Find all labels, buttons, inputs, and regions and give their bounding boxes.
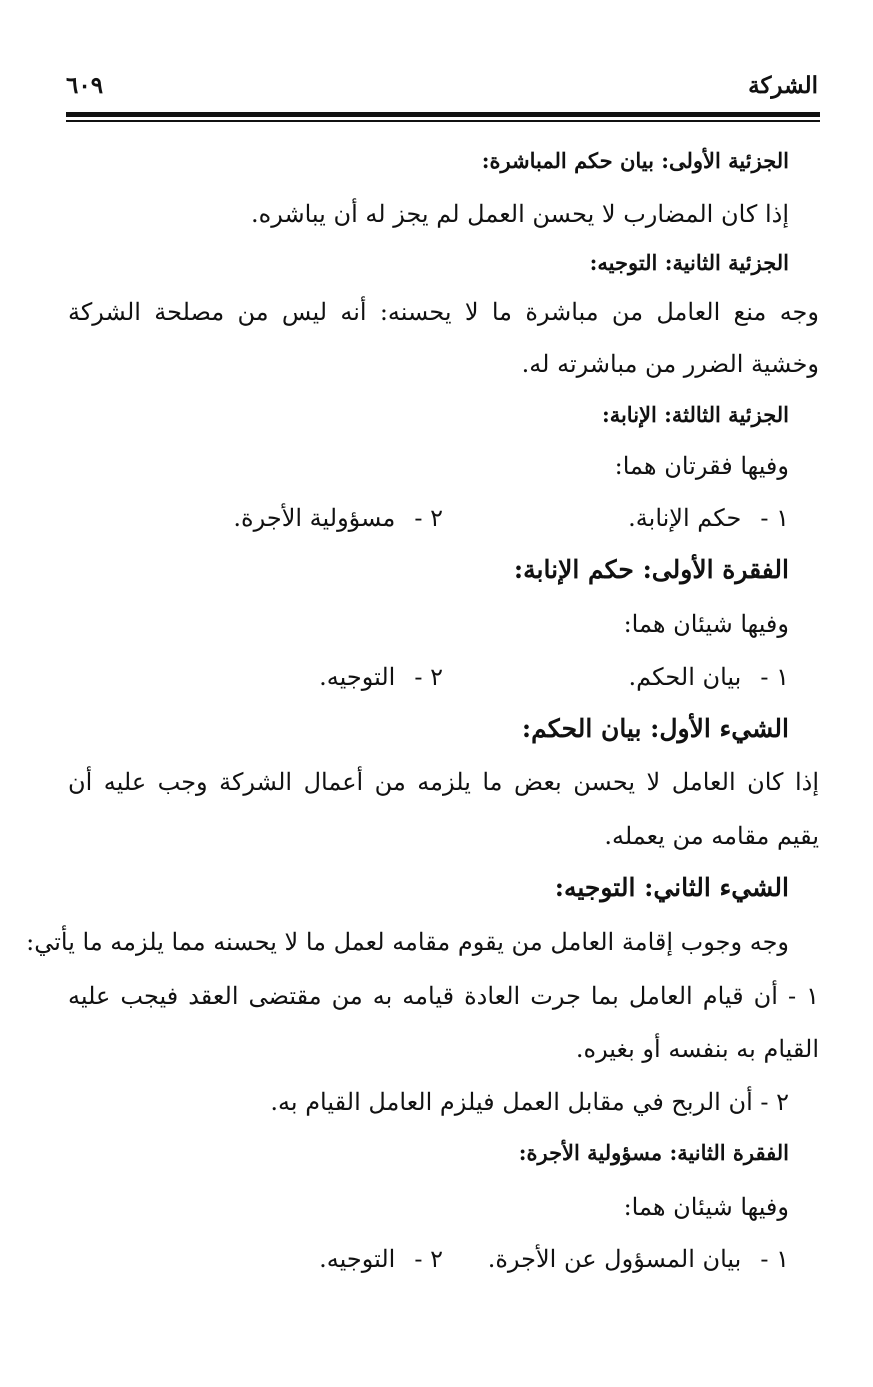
heading-part-3: الجزئية الثالثة: الإنابة: — [601, 402, 789, 427]
paragraph-5-line-2: يقيم مقامه من يعمله. — [604, 822, 819, 850]
heading-part-1: الجزئية الأولى: بيان حكم المباشرة: — [481, 148, 789, 173]
list-text: حكم الإنابة. — [628, 504, 742, 532]
list-text: مسؤولية الأجرة. — [233, 504, 396, 532]
list-item — [233, 504, 443, 533]
heading-part-2: الجزئية الثانية: التوجيه: — [589, 250, 789, 275]
heading-thing-1: الشيء الأول: بيان الحكم: — [521, 714, 789, 743]
paragraph-3: وفيها فقرتان هما: — [614, 452, 789, 480]
paragraph-5-line-1: إذا كان العامل لا يحسن بعض ما يلزمه من أعمال الشركة وجب عليه أن — [68, 768, 819, 796]
heading-paragraph-1: الفقرة الأولى: حكم الإنابة: — [513, 555, 789, 584]
list-item — [488, 1245, 789, 1274]
page-header — [66, 66, 818, 106]
list-number: ٢ - — [414, 504, 443, 532]
header-rule-thick — [66, 112, 820, 117]
list-item — [319, 1245, 443, 1274]
paragraph-2-line-2: وخشية الضرر من مباشرته له. — [521, 350, 819, 378]
paragraph-9: وفيها شيئان هما: — [623, 1193, 789, 1221]
list-text: التوجيه. — [319, 663, 396, 691]
paragraph-2-line-1: وجه منع العامل من مباشرة ما لا يحسنه: أنه ليس من مصلحة الشركة — [68, 298, 819, 326]
list-item — [628, 504, 789, 533]
paragraph-7-line-1: ١ - أن قيام العامل بما جرت العادة قيامه به من مقتضى العقد فيجب عليه — [68, 982, 819, 1010]
list-number: ١ - — [760, 504, 789, 532]
page-number: ٦٠٩ — [66, 72, 104, 99]
paragraph-8: ٢ - أن الربح في مقابل العمل فيلزم العامل القيام به. — [270, 1088, 789, 1116]
list-text: بيان المسؤول عن الأجرة. — [487, 1245, 742, 1273]
paragraph-4: وفيها شيئان هما: — [623, 610, 789, 638]
list-number: ٢ - — [414, 1245, 443, 1273]
heading-paragraph-2: الفقرة الثانية: مسؤولية الأجرة: — [518, 1140, 789, 1165]
heading-thing-2: الشيء الثاني: التوجيه: — [554, 873, 789, 902]
list-text: بيان الحكم. — [628, 663, 742, 691]
list-item — [629, 663, 789, 692]
paragraph-6: وجه وجوب إقامة العامل من يقوم مقامه لعمل ما لا يحسنه مما يلزمه ما يأتي: — [26, 928, 789, 956]
running-title: الشركة — [748, 72, 818, 99]
paragraph-7-line-2: القيام به بنفسه أو بغيره. — [575, 1035, 819, 1063]
list-text: التوجيه. — [319, 1245, 396, 1273]
list-number: ٢ - — [414, 663, 443, 691]
paragraph-1: إذا كان المضارب لا يحسن العمل لم يجز له أن يباشره. — [251, 200, 789, 228]
list-item — [319, 663, 443, 692]
header-rule-thin — [66, 120, 820, 122]
list-number: ١ - — [760, 1245, 789, 1273]
list-number: ١ - — [760, 663, 789, 691]
